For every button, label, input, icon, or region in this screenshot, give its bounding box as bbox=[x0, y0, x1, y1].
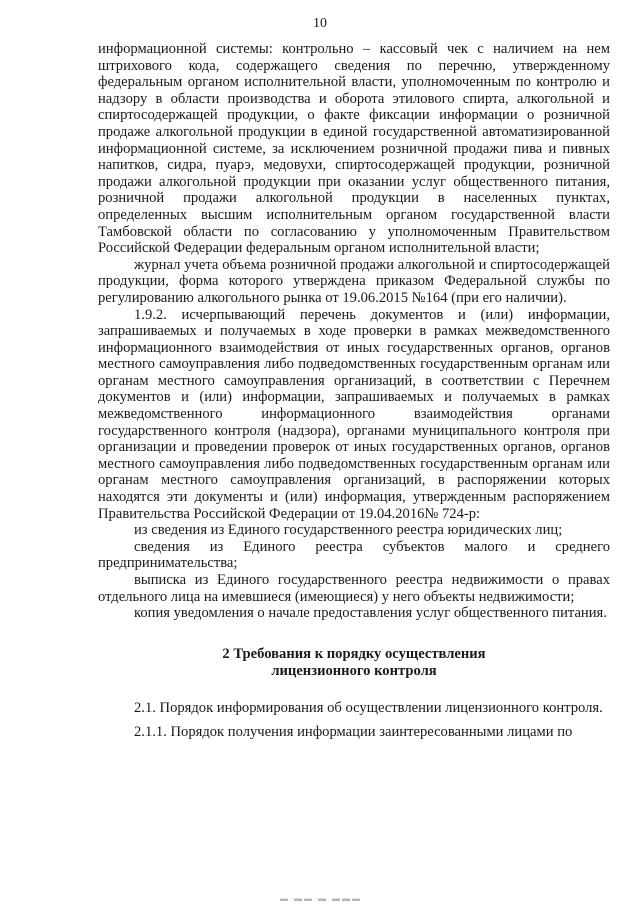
paragraph-continuation: информационной системы: контрольно – кассовый чек с наличием на нем штрихового кода, содержащего сведения по перечню, утвержденному федеральным органом исполнительной власти, уполномоченным по контролю и надзору в области производства и оборота этилового спирта, алкогольной и спиртосодержащей продукции, о факте фиксации информации о розничной продаже алкогольной продукции в единой государственной автоматизированной информационной системе, за исключением розничной продажи пива и пивных напитков, сидра, пуарэ, медовухи, спиртосодержащей продукции, розничной продажи алкогольной продукции при оказании услуг общественного питания, розничной продажи алкогольной продукции в населенных пунктах, определенных высшим исполнительным органом государственной власти Тамбовской области по согласованию у уполномоченным Правительством Российской Федерации федеральным органом исполнительной власти; bbox=[98, 41, 610, 257]
section-heading-line-2: лицензионного контроля bbox=[271, 662, 437, 679]
list-item-egrn: выписка из Единого государственного реестра недвижимости о правах отдельного лица на имевшиеся (имеющиеся) у него объекты недвижимости; bbox=[98, 572, 610, 605]
faint-footer-mark: ▬ ▬▬ ▬ ▬▬▬ bbox=[280, 894, 362, 903]
subsection-2-1: 2.1. Порядок информирования об осуществлении лицензионного контроля. bbox=[134, 699, 603, 716]
paragraph-1-9-2: 1.9.2. исчерпывающий перечень документов и (или) информации, запрашиваемых и получаемых в ходе проверки в рамках межведомственного информационного взаимодействия от иных государственных органов, органов местного самоуправления либо подведомственных государственным органам или органам местного самоуправления организаций, в соответствии с Перечнем документов и (или) информации, запрашиваемых и получаемых в рамках межведомственного информационного взаимодействия органами государственного контроля (надзора), органами муниципального контроля при организации и проведении проверок от иных государственных органов, органов местного самоуправления либо подведомственных государственным органам или органам местного самоуправления организаций, в распоряжении которых находятся эти документы и (или) информация, утвержденным распоряжением Правительства Российской Федерации от 19.04.2016№ 724-р: bbox=[98, 306, 610, 522]
paragraph-journal: журнал учета объема розничной продажи алкогольной и спиртосодержащей продукции, форма которого утверждена приказом Федеральной службы по регулированию алкогольного рынка от 19.06.2015 №164 (при его наличии). bbox=[98, 256, 610, 306]
section-heading bbox=[98, 646, 610, 680]
list-item-notification: копия уведомления о начале предоставления услуг общественного питания. bbox=[134, 605, 607, 622]
list-item-sme-registry: сведения из Единого реестра субъектов малого и среднего предпринимательства; bbox=[98, 538, 610, 572]
page-number: 10 bbox=[313, 16, 327, 31]
subsection-2-1-1: 2.1.1. Порядок получения информации заинтересованными лицами по bbox=[134, 724, 573, 741]
document-body bbox=[98, 41, 610, 741]
section-heading-line-1: 2 Требования к порядку осуществления bbox=[222, 645, 486, 662]
list-item-egrul: из сведения из Единого государственного реестра юридических лиц; bbox=[134, 522, 563, 539]
